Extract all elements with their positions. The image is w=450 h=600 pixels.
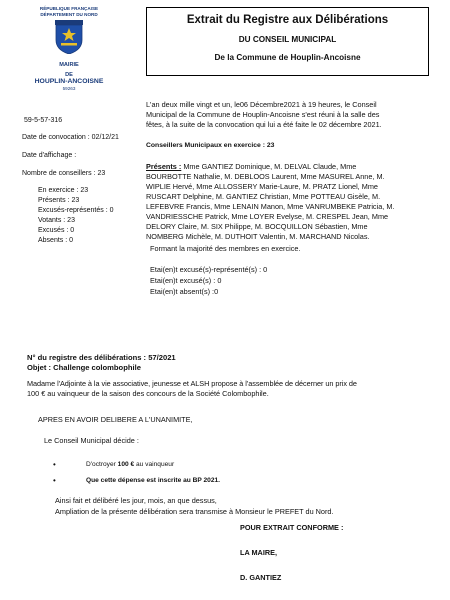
logo-mairie-de: DE xyxy=(65,71,73,78)
document-subtitle-council: DU CONSEIL MUNICIPAL xyxy=(238,35,337,44)
closing-paragraph xyxy=(55,495,334,517)
registry-number: N° du registre des délibérations : 57/2021 xyxy=(27,353,176,362)
done-statement: Ainsi fait et délibéré les jour, mois, an que dessus, xyxy=(55,496,217,505)
stat-presents: Présents : 23 xyxy=(38,197,80,204)
decision-text: Que cette dépense est inscrite au BP 2021. xyxy=(86,477,221,484)
decision-amount: 100 € xyxy=(117,461,135,468)
meeting-info-sidebar xyxy=(22,116,142,246)
majority-statement: Formant la majorité des membres en exercice. xyxy=(150,244,301,253)
affichage-date: Date d'affichage : xyxy=(22,152,77,159)
convocation-date: Date de convocation : 02/12/21 xyxy=(22,134,119,141)
presents-label: Présents : xyxy=(146,162,182,171)
coat-of-arms-icon xyxy=(55,20,83,54)
presents-line: BOURBOTTE Nathalie, M. DEBLOOS Laurent, Mme MASUREL Anne, M. xyxy=(146,172,385,181)
stat-excuses: Excusés : 0 xyxy=(38,227,75,234)
presents-list xyxy=(146,162,436,242)
presents-line: RUSCART Delphine, M. GANTIEZ Christian, Mme POTTEAU Gisèle, M. xyxy=(146,192,381,201)
intro-paragraph xyxy=(146,100,431,130)
mayor-signature-name: D. GANTIEZ xyxy=(240,573,282,582)
proposal-line: Madame l'Adjointe à la vie associative, jeunesse et ALSH propose à l'assemblée de décerner un prix de xyxy=(27,379,357,388)
presents-line: NOMBERG Michèle, M. DUTHOIT Valentin, M. MARCHAND Nicolas. xyxy=(146,232,370,241)
presents-line: WIPLIE Hervé, Mme ALLOSSERY Marie-Laure, M. PRATZ Lionel, Mme xyxy=(146,182,378,191)
stat-absents: Absents : 0 xyxy=(38,237,74,244)
intro-line: fêtes, à la suite de la convocation qui lui a été faite le 02 décembre 2021. xyxy=(146,120,382,129)
presents-line: Mme GANTIEZ Dominique, M. DELVAL Claude, Mme xyxy=(181,162,357,171)
councillors-count: Nombre de conseillers : 23 xyxy=(22,170,106,177)
stat-en-exercice: En exercice : 23 xyxy=(38,187,89,194)
bullet-icon: • xyxy=(53,460,56,469)
decision-item xyxy=(53,473,220,489)
presents-line: DELORY Claire, M. SIX Philippe, M. BOCQUILLON Sébastien, Mme xyxy=(146,222,368,231)
excused: Etai(en)t excusé(s) : 0 xyxy=(150,276,222,285)
logo-zip: 59263 xyxy=(62,86,76,91)
excused-represented: Etai(en)t excusé(s)-représenté(s) : 0 xyxy=(150,265,268,274)
transmission-statement: Ampliation de la présente délibération sera transmise à Monsieur le PREFET du Nord. xyxy=(55,507,334,516)
subject-line: Objet : Challenge colombophile xyxy=(27,363,141,372)
stat-votants: Votants : 23 xyxy=(38,217,75,224)
decision-text-pre: D'octroyer xyxy=(86,461,118,468)
logo-town: HOUPLIN-ANCOISNE xyxy=(34,78,104,85)
decision-item xyxy=(53,457,220,473)
municipal-logo xyxy=(24,6,114,106)
decision-text-post: au vainqueur xyxy=(134,461,175,468)
logo-republic-line2: DÉPARTEMENT DU NORD xyxy=(40,11,98,17)
document-title: Extrait du Registre aux Délibérations xyxy=(186,14,389,26)
document-subtitle-commune: De la Commune de Houplin-Ancoisne xyxy=(214,53,361,62)
unanimity-statement: APRES EN AVOIR DELIBERE A L'UNANIMITE, xyxy=(38,415,193,424)
certified-extract-label: POUR EXTRAIT CONFORME : xyxy=(240,523,344,532)
presents-line: LEFEBVRE Francis, Mme LENAIN Manon, Mme VANRUMBEKE Patricia, M. xyxy=(146,202,395,211)
title-box xyxy=(146,7,429,76)
intro-line: L'an deux mille vingt et un, le06 Décembre2021 à 19 heures, le Conseil xyxy=(146,100,377,109)
stat-excuses-representes: Excusés-représentés : 0 xyxy=(38,207,114,214)
council-decides: Le Conseil Municipal décide : xyxy=(44,436,139,445)
deliberation-header xyxy=(27,353,176,373)
decision-bullets xyxy=(53,457,220,489)
bullet-icon: • xyxy=(53,476,56,485)
proposal-line: 100 € au vainqueur de la saison des concours de la Société Colombophile. xyxy=(27,389,269,398)
councillors-in-office: Conseillers Municipaux en exercice : 23 xyxy=(146,142,275,149)
presents-line: VANDRIESSCHE Patrick, Mme LOYER Evelyse, M. CRESPEL Jean, Mme xyxy=(146,212,389,221)
commune-code: 59-5-57-316 xyxy=(24,117,63,124)
intro-line: Municipal de la Commune de Houplin-Ancoisne s'est réuni à la salle des xyxy=(146,110,380,119)
absent: Etai(en)t absent(s) :0 xyxy=(150,287,219,296)
attendance-summary xyxy=(150,264,267,297)
mayor-label: LA MAIRE, xyxy=(240,548,278,557)
proposal-paragraph xyxy=(27,379,427,399)
logo-republic-line1: RÉPUBLIQUE FRANÇAISE xyxy=(39,6,99,11)
logo-mairie: MAIRIE xyxy=(59,62,79,68)
